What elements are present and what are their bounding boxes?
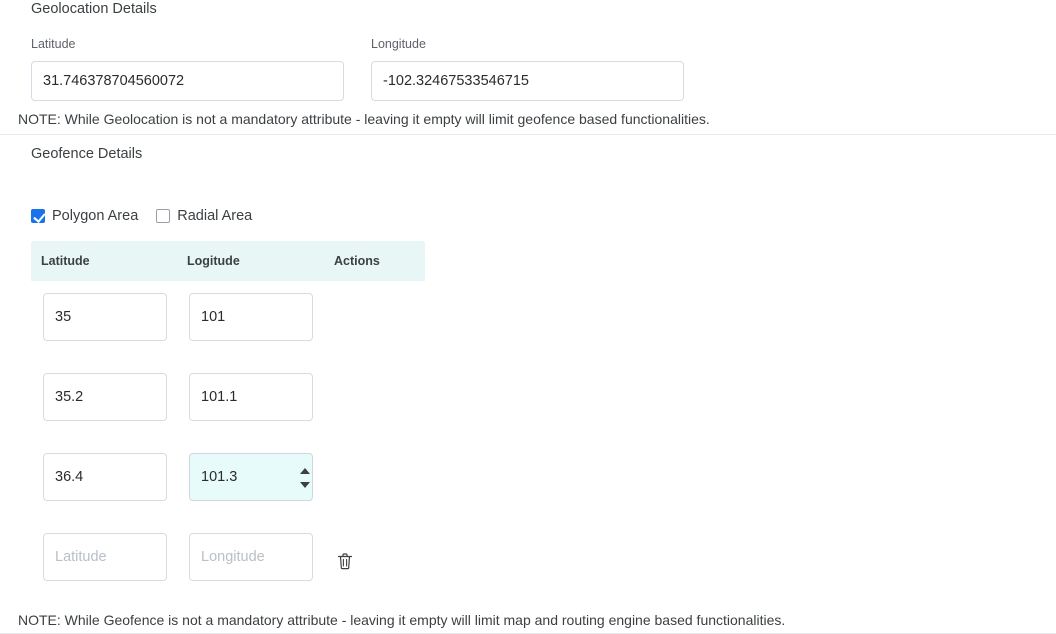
latitude-label: Latitude — [31, 37, 76, 51]
radial-area-label[interactable]: Radial Area — [177, 208, 253, 224]
trash-icon[interactable] — [336, 551, 354, 571]
longitude-label: Longitude — [371, 37, 426, 51]
longitude-input[interactable] — [371, 61, 684, 101]
stepper-down-icon[interactable] — [300, 482, 310, 488]
geofence-note: NOTE: While Geofence is not a mandatory attribute - leaving it empty will limit map and routing engine based functionalities. — [18, 612, 786, 628]
stepper-up-icon[interactable] — [300, 468, 310, 474]
geofence-latitude-input-row1[interactable] — [43, 293, 167, 341]
polygon-area-checkbox[interactable] — [31, 209, 45, 223]
column-header-longitude: Logitude — [187, 254, 240, 268]
geofence-latitude-input-row4[interactable] — [43, 533, 167, 581]
geofence-longitude-input-row4[interactable] — [189, 533, 313, 581]
number-stepper-row3[interactable] — [300, 468, 312, 488]
radial-area-checkbox[interactable] — [156, 209, 170, 223]
polygon-area-label[interactable]: Polygon Area — [52, 208, 139, 224]
geofence-section-title: Geofence Details — [31, 146, 143, 162]
geolocation-section-title: Geolocation Details — [31, 1, 157, 17]
geofence-latitude-input-row2[interactable] — [43, 373, 167, 421]
column-header-latitude: Latitude — [41, 254, 90, 268]
geofence-longitude-input-row2[interactable] — [189, 373, 313, 421]
divider — [0, 134, 1056, 135]
geofence-type-options — [31, 208, 270, 224]
geofence-longitude-input-row1[interactable] — [189, 293, 313, 341]
geofence-table-header — [31, 241, 425, 281]
geofence-latitude-input-row3[interactable] — [43, 453, 167, 501]
geolocation-note: NOTE: While Geolocation is not a mandatory attribute - leaving it empty will limit geofence based functionalities. — [18, 111, 710, 127]
geofence-longitude-input-row3[interactable] — [189, 453, 313, 501]
latitude-input[interactable] — [31, 61, 344, 101]
column-header-actions: Actions — [334, 254, 380, 268]
